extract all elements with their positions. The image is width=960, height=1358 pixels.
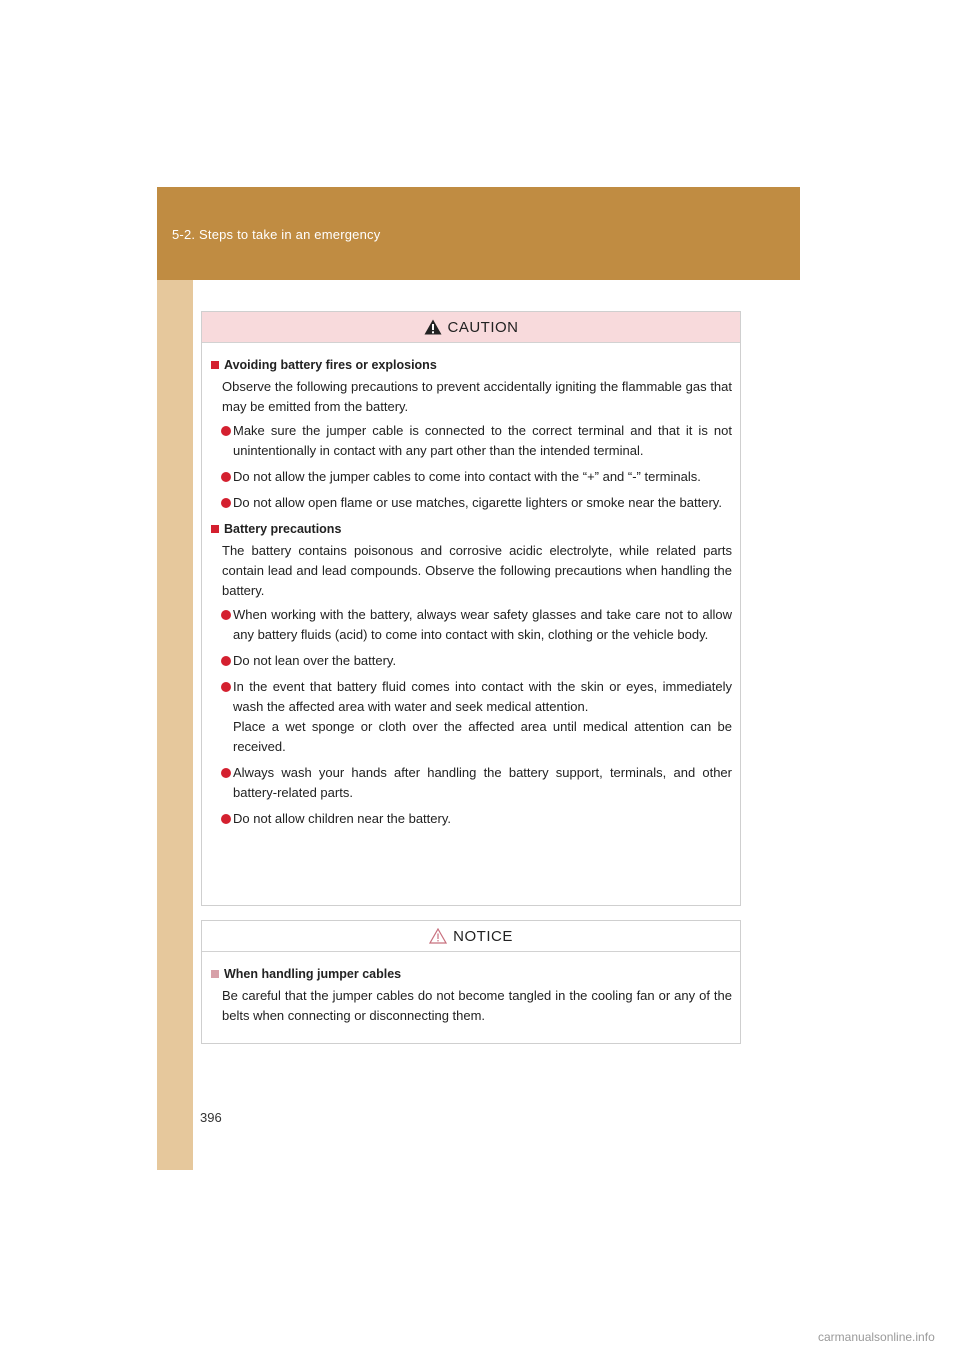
caution-bullet	[211, 763, 732, 803]
round-bullet-icon	[221, 426, 231, 436]
notice-body	[202, 952, 740, 1026]
caution-subheading	[211, 519, 732, 539]
caution-bullet	[211, 651, 732, 671]
warning-triangle-icon	[424, 319, 442, 335]
caution-bullet-text: In the event that battery fluid comes into contact with the skin or eyes, immediately wash the affected area with water and seek medical attention.	[233, 679, 732, 714]
round-bullet-icon	[221, 610, 231, 620]
square-bullet-icon	[211, 970, 219, 978]
caution-body	[202, 343, 740, 829]
notice-heading-text: When handling jumper cables	[224, 967, 402, 981]
caution-bullet	[211, 467, 732, 487]
notice-triangle-icon	[429, 928, 447, 944]
notice-header	[202, 921, 740, 952]
round-bullet-icon	[221, 814, 231, 824]
notice-subheading	[211, 964, 732, 984]
square-bullet-icon	[211, 361, 219, 369]
section-title: 5-2. Steps to take in an emergency	[172, 227, 381, 242]
caution-bullet	[211, 493, 732, 513]
caution-subheading-text: Avoiding battery fires or explosions	[224, 358, 437, 372]
caution-bullet	[211, 809, 732, 829]
notice-box	[201, 920, 741, 1044]
caution-bullet-text: Do not allow open flame or use matches, cigarette lighters or smoke near the battery.	[233, 495, 722, 510]
caution-bullet	[211, 421, 732, 461]
round-bullet-icon	[221, 768, 231, 778]
round-bullet-icon	[221, 472, 231, 482]
square-bullet-icon	[211, 525, 219, 533]
section-header-band	[157, 187, 800, 280]
watermark: carmanualsonline.info	[818, 1330, 935, 1344]
caution-bullet	[211, 677, 732, 757]
caution-header	[202, 312, 740, 343]
notice-text: Be careful that the jumper cables do not become tangled in the cooling fan or any of the belts when connecting or disconnecting them.	[222, 988, 732, 1023]
caution-subheading	[211, 355, 732, 375]
round-bullet-icon	[221, 682, 231, 692]
side-strip	[157, 280, 193, 1170]
notice-title: NOTICE	[453, 927, 513, 945]
caution-subheading-text: Battery precautions	[224, 522, 342, 536]
caution-bullet-text: Place a wet sponge or cloth over the affected area until medical attention can be received.	[233, 719, 732, 754]
round-bullet-icon	[221, 656, 231, 666]
caution-bullet-text: When working with the battery, always wear safety glasses and take care not to allow any battery fluids (acid) to come into contact with skin, clothing or the vehicle body.	[233, 607, 732, 642]
caution-bullet-text: Always wash your hands after handling the battery support, terminals, and other battery-related parts.	[233, 765, 732, 800]
caution-bullet	[211, 605, 732, 645]
caution-bullet-text: Do not lean over the battery.	[233, 653, 397, 668]
page-number: 396	[200, 1110, 222, 1125]
caution-bullet-text: Do not allow children near the battery.	[233, 811, 451, 826]
caution-bullet-text: Make sure the jumper cable is connected to the correct terminal and that it is not unintentionally in contact with any part other than the intended terminal.	[233, 423, 732, 458]
caution-title: CAUTION	[447, 318, 519, 336]
caution-box	[201, 311, 741, 906]
caution-intro: Observe the following precautions to prevent accidentally igniting the flammable gas that may be emitted from the battery.	[222, 379, 732, 414]
caution-intro: The battery contains poisonous and corrosive acidic electrolyte, while related parts contain lead and lead compounds. Observe the following precautions when handling the battery.	[222, 543, 732, 598]
round-bullet-icon	[221, 498, 231, 508]
caution-bullet-text: Do not allow the jumper cables to come into contact with the “+” and “-” terminals.	[233, 469, 701, 484]
